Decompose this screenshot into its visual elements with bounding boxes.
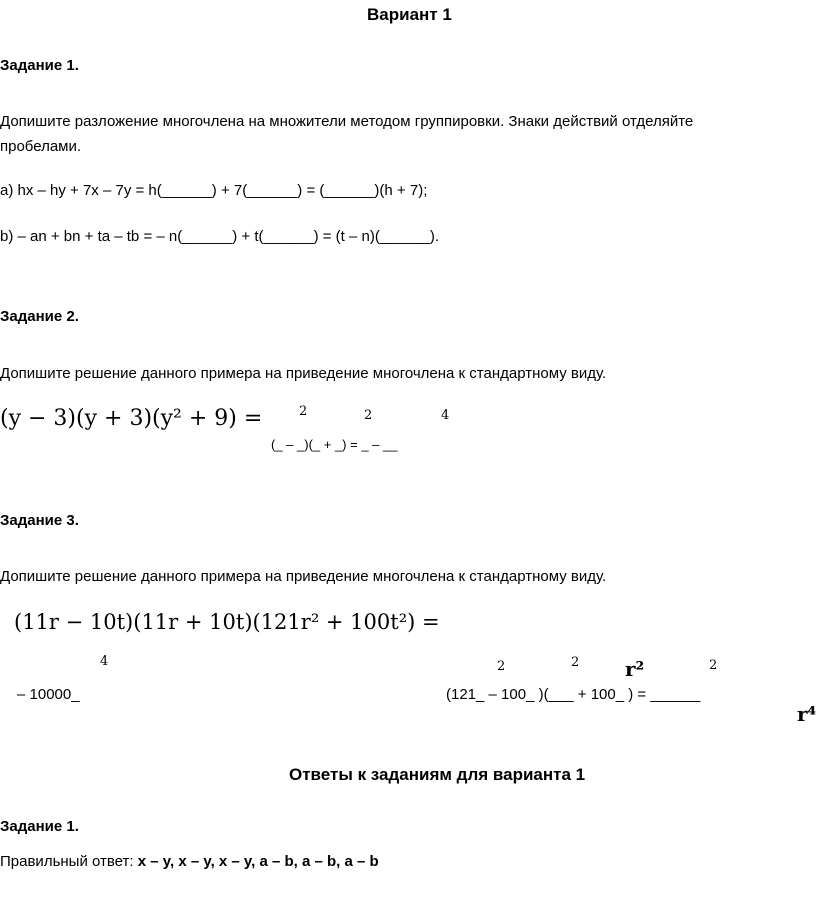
task3-r-fourth: r⁴ — [797, 702, 816, 726]
task2-heading: Задание 2. — [0, 308, 79, 325]
page-title: Вариант 1 — [367, 5, 452, 24]
task1-heading: Задание 1. — [0, 57, 79, 74]
answers-correct-value: x – y, x – y, x – y, a – b, a – b, a – b — [137, 853, 379, 870]
task3-right-line: (121_ – 100_ )(___ + 100_ ) = ______ — [446, 686, 701, 703]
answers-correct-label: Правильный ответ: — [0, 853, 138, 870]
answers-correct — [0, 853, 379, 870]
task3-instruction: Допишите решение данного примера на приведение многочлена к стандартному виду. — [0, 568, 607, 585]
task2-answer-line: (_ – _)(_ + _) = _ – __ — [271, 437, 398, 452]
task2-instruction: Допишите решение данного примера на приведение многочлена к стандартному виду. — [0, 365, 607, 382]
answers-heading: Ответы к заданиям для варианта 1 — [289, 765, 586, 784]
task1-item-b: b) – an + bn + ta – tb = – n(______) + t(______) = (t – n)(______). — [0, 228, 440, 245]
task1-instruction-line2: пробелами. — [0, 138, 82, 155]
task3-expression: (11r − 10t)(11r + 10t)(121r² + 100t²) = — [14, 610, 440, 634]
task2-exponent-a: 2 — [299, 404, 308, 419]
task3-heading: Задание 3. — [0, 512, 79, 529]
task2-exponent-c: 4 — [441, 408, 450, 423]
task2-expression: (y − 3)(y + 3)(y² + 9) = — [0, 406, 263, 431]
task3-r-squared: r² — [625, 657, 645, 681]
task2-exponent-b: 2 — [364, 408, 373, 423]
task3-exponent-1: 2 — [497, 659, 506, 674]
task3-exponent-3: 2 — [709, 658, 718, 673]
answers-task1-heading: Задание 1. — [0, 818, 79, 835]
task3-left-line: – 10000_ — [17, 686, 80, 703]
task1-instruction-line1: Допишите разложение многочлена на множители методом группировки. Знаки действий отделяйте — [0, 113, 694, 130]
task3-left-exponent: 4 — [100, 654, 109, 669]
task3-exponent-2: 2 — [571, 655, 580, 670]
task1-item-a: a) hx – hy + 7x – 7y = h(______) + 7(______) = (______)(h + 7); — [0, 182, 428, 199]
